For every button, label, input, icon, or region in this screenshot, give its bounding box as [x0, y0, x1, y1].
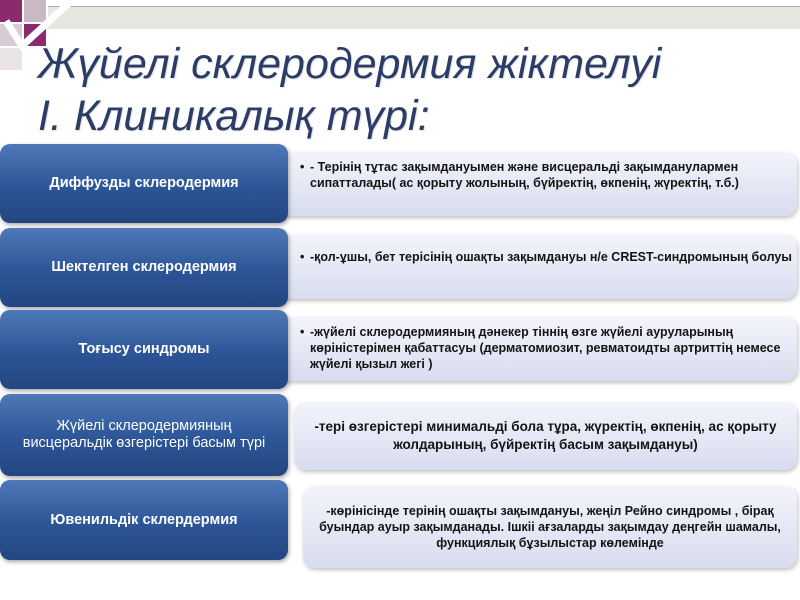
category-box-5: Ювенильдік склердермия — [0, 480, 288, 560]
description-text-3: • -жүйелі склеродермияның дәнекер тіннің өзге жүйелі ауруларының көріністерімен қабаттасуы (дерматомиозит, ревматоидты артриттің немесе жүйелі қызыл жегі ) — [310, 324, 797, 372]
description-box-1 — [274, 152, 797, 216]
description-box-2 — [274, 235, 797, 299]
category-box-3: Тоғысу синдромы — [0, 310, 288, 389]
description-text-4: -тері өзгерістері минимальді бола тұра, жүректің, өкпенің, ас қорыту жолдарының, бүйректің басым зақымдануы) — [314, 419, 777, 452]
category-box-4: Жүйелі склеродермияның висцеральдік өзгерістері басым түрі — [0, 394, 288, 476]
slide-title-line2: І. Клиникалық түрі: — [38, 92, 430, 140]
category-box-2: Шектелген склеродермия — [0, 228, 288, 307]
description-text-5: -көрінісінде терінің ошақты зақымдануы, жеңіл Рейно синдромы , бірақ буындар ауыр зақымданады. Ішкіі ағзаларды зақымдау деңгейн шамалы, функциялық бұзылыстар көлемінде — [319, 504, 781, 550]
description-box-4 — [294, 402, 797, 470]
description-box-5 — [303, 486, 797, 568]
description-text-2: • -қол-ұшы, бет терісінің ошақты зақымдануы н/е CREST-синдромының болуы — [310, 249, 797, 265]
slide-title-line1: Жүйелі склеродермия жіктелуі — [38, 40, 662, 88]
description-box-3 — [274, 317, 797, 381]
header-bar — [48, 6, 800, 29]
category-box-1: Диффузды склеродермия — [0, 144, 288, 223]
description-text-1: • - Терінің тұтас зақымдануымен және висцеральді зақымданулармен сипатталады( ас қорыту жолының, бүйректің, өкпенің, жүректің, т.б.) — [310, 159, 797, 191]
